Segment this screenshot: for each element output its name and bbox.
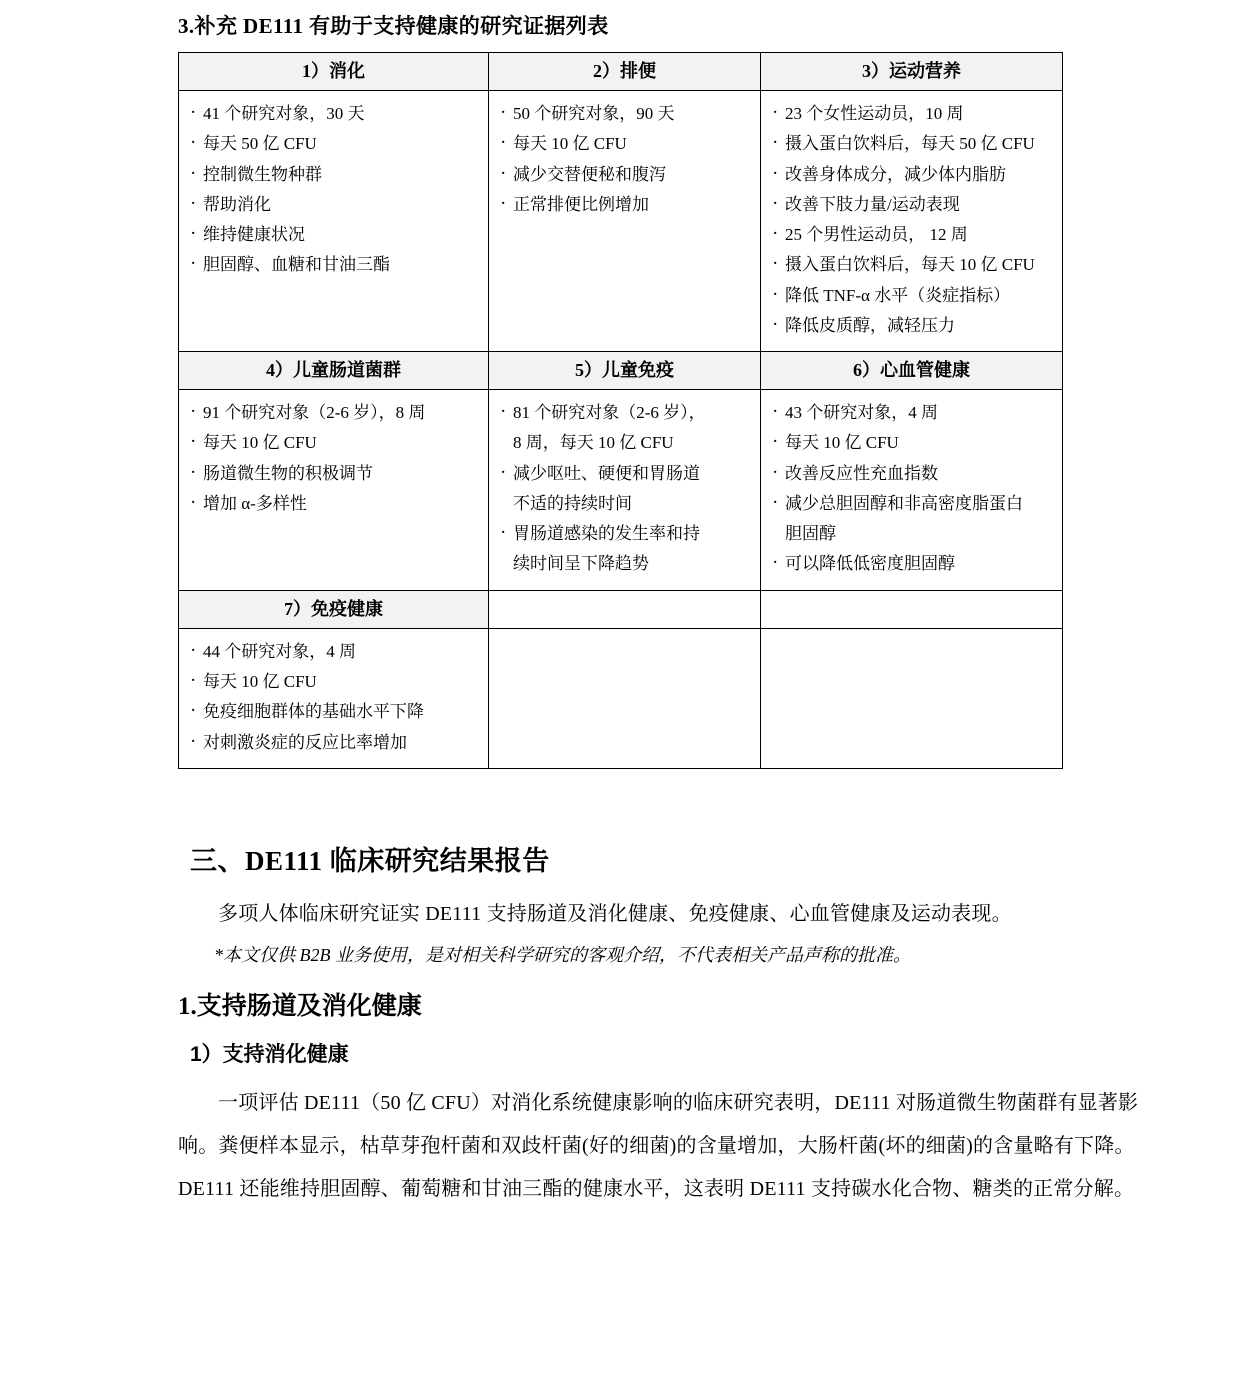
table-row: [179, 53, 1063, 91]
list-item: · 维持健康状况: [189, 220, 478, 249]
list-item: · 摄入蛋白饮料后，每天 10 亿 CFU: [771, 250, 1052, 279]
list-item: · 81 个研究对象（2-6 岁），: [499, 398, 750, 427]
list-item: 续时间呈下降趋势: [513, 554, 649, 574]
list-item: · 正常排便比例增加: [499, 190, 750, 219]
list-item: · 每天 10 亿 CFU: [771, 428, 1052, 457]
evidence-table: [178, 52, 1063, 769]
list-item: · 23 个女性运动员，10 周: [771, 99, 1052, 128]
table-cell-empty: [489, 590, 761, 628]
table-cell-sports-nutrition: [761, 91, 1063, 352]
list-item: · 改善身体成分，减少体内脂肪: [771, 160, 1052, 189]
list-item: · 肠道微生物的积极调节: [189, 459, 478, 488]
table-header-cell: 2）排便: [489, 53, 761, 91]
table-cell-immune-health: [179, 628, 489, 768]
bullet-list: [189, 637, 478, 757]
list-item: · 增加 α-多样性: [189, 489, 478, 518]
list-item: · 改善下肢力量/运动表现: [771, 190, 1052, 219]
list-item: · 改善反应性充血指数: [771, 459, 1052, 488]
list-item: · 摄入蛋白饮料后，每天 50 亿 CFU: [771, 129, 1052, 158]
bullet-list: [499, 99, 750, 219]
list-item: · 胆固醇、血糖和甘油三酯: [189, 250, 478, 279]
subsection-1-1-heading: 1）支持消化健康: [190, 1042, 349, 1066]
table-header-cell: 4）儿童肠道菌群: [179, 352, 489, 390]
table-row: [179, 91, 1063, 352]
list-item: · 降低 TNF-α 水平（炎症指标）: [771, 281, 1052, 310]
table-row: [179, 390, 1063, 590]
list-item: · 每天 10 亿 CFU: [189, 428, 478, 457]
intro-paragraph: 多项人体临床研究证实 DE111 支持肠道及消化健康、免疫健康、心血管健康及运动表现。: [218, 902, 1012, 925]
table-header-cell: 5）儿童免疫: [489, 352, 761, 390]
table-cell-empty: [761, 628, 1063, 768]
list-item: · 每天 50 亿 CFU: [189, 129, 478, 158]
list-item: · 降低皮质醇，减轻压力: [771, 311, 1052, 340]
list-item: · 可以降低低密度胆固醇: [771, 549, 1052, 578]
table-header-cell: 6）心血管健康: [761, 352, 1063, 390]
subsection-1-heading: 1.支持肠道及消化健康: [178, 992, 422, 1020]
list-item: 胆固醇: [785, 524, 836, 544]
section-3-heading: 3.补充 DE111 有助于支持健康的研究证据列表: [178, 14, 609, 38]
list-item: · 减少交替便秘和腹泻: [499, 160, 750, 189]
table-row: [179, 352, 1063, 390]
list-item: · 减少总胆固醇和非高密度脂蛋白: [771, 489, 1052, 518]
list-item: · 25 个男性运动员， 12 周: [771, 220, 1052, 249]
table-row: [179, 628, 1063, 768]
list-item: 8 周，每天 10 亿 CFU: [513, 433, 674, 453]
table-header-cell: 3）运动营养: [761, 53, 1063, 91]
body-paragraph: 一项评估 DE111（50 亿 CFU）对消化系统健康影响的临床研究表明，DE111 对肠道微生物菌群有显著影响。粪便样本显示，枯草芽孢杆菌和双歧杆菌(好的细菌)的含量增加，大肠杆菌(坏的细菌)的含量略有下降。DE111 还能维持胆固醇、葡萄糖和甘油三酯的健康水平，这表明 DE111 支持碳水化合物、糖类的正常分解。: [178, 1091, 1139, 1200]
table-cell-empty: [489, 628, 761, 768]
table-cell-digestion: [179, 91, 489, 352]
document-page: [0, 10, 1240, 1211]
bullet-list: [499, 398, 750, 578]
table-header-cell: 7）免疫健康: [179, 590, 489, 628]
list-item: · 91 个研究对象（2-6 岁），8 周: [189, 398, 478, 427]
list-item: · 41 个研究对象，30 天: [189, 99, 478, 128]
list-item: 不适的持续时间: [513, 493, 632, 513]
section-main-heading: 三、DE111 临床研究结果报告: [190, 845, 550, 876]
bullet-list: [771, 398, 1052, 578]
table-cell-cardiovascular: [761, 390, 1063, 590]
section-spacer: [0, 769, 1240, 839]
list-item: · 帮助消化: [189, 190, 478, 219]
bullet-list: [771, 99, 1052, 340]
table-cell-empty: [761, 590, 1063, 628]
list-item: · 控制微生物种群: [189, 160, 478, 189]
subsection-1-1-body: [0, 1082, 1240, 1211]
list-item: · 44 个研究对象，4 周: [189, 637, 478, 666]
list-item: · 每天 10 亿 CFU: [189, 667, 478, 696]
list-item: · 胃肠道感染的发生率和持: [499, 519, 750, 548]
list-item: · 免疫细胞群体的基础水平下降: [189, 697, 478, 726]
list-item: · 减少呕吐、硬便和胃肠道: [499, 459, 750, 488]
list-item: · 43 个研究对象，4 周: [771, 398, 1052, 427]
table-row: [179, 590, 1063, 628]
list-item: · 50 个研究对象，90 天: [499, 99, 750, 128]
bullet-list: [189, 99, 478, 279]
table-cell-child-immunity: [489, 390, 761, 590]
table-cell-bowel: [489, 91, 761, 352]
list-item: · 每天 10 亿 CFU: [499, 129, 750, 158]
list-item: · 对刺激炎症的反应比率增加: [189, 728, 478, 757]
table-header-cell: 1）消化: [179, 53, 489, 91]
table-cell-child-microbiome: [179, 390, 489, 590]
disclaimer-note: *本文仅供 B2B 业务使用，是对相关科学研究的客观介绍，不代表相关产品声称的批准。: [214, 944, 911, 965]
bullet-list: [189, 398, 478, 518]
